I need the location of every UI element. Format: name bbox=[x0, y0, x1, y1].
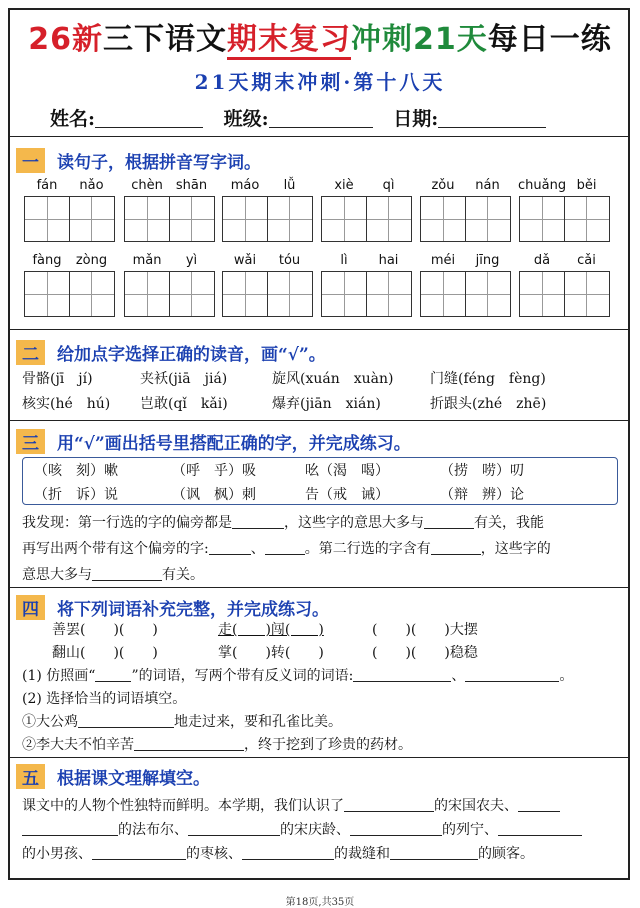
pinyin-label: wǎi bbox=[233, 253, 257, 268]
question-2: (2) 选择恰当的词语填空。 bbox=[22, 691, 187, 707]
writing-cell[interactable] bbox=[267, 271, 313, 317]
finding-line-2: 再写出两个带有这个偏旁的字: 、 。第二行选的字含有 ，这些字的 bbox=[22, 541, 551, 557]
section2-title: 二 给加点字选择正确的读音，画“√”。 bbox=[16, 340, 326, 365]
writing-cell[interactable] bbox=[222, 196, 268, 242]
blank[interactable] bbox=[92, 845, 186, 860]
choice-item[interactable]: （捞 唠）叨 bbox=[440, 463, 524, 479]
choice-item[interactable]: （讽 枫）刺 bbox=[172, 487, 256, 503]
writing-cell[interactable] bbox=[24, 196, 70, 242]
pron-item[interactable]: 折跟头(zhé zhē) bbox=[430, 396, 547, 412]
page-subtitle: 21天期末冲刺·第十八天 bbox=[194, 70, 446, 94]
question-1: (1) 仿照画“ ”的词语，写两个带有反义词的词语: 、 。 bbox=[22, 668, 574, 684]
class-label: 班级: bbox=[223, 108, 269, 130]
finding-line-3: 意思大多与 有关。 bbox=[22, 567, 204, 583]
divider bbox=[10, 587, 628, 588]
writing-grid bbox=[24, 196, 115, 242]
page-footer: 第18页,共35页 bbox=[285, 897, 355, 908]
pinyin-label: zòng bbox=[75, 253, 108, 268]
idiom-fill-underlined[interactable]: 走( )闯( ) bbox=[218, 622, 324, 638]
writing-cell[interactable] bbox=[169, 271, 215, 317]
blank[interactable] bbox=[78, 713, 174, 728]
blank[interactable] bbox=[188, 821, 280, 836]
pinyin-label: fán bbox=[36, 178, 58, 193]
pinyin-label: lǚ bbox=[283, 178, 296, 193]
writing-cell[interactable] bbox=[519, 271, 565, 317]
date-label: 日期: bbox=[393, 108, 439, 130]
pron-item[interactable]: 岂敢(qǐ kǎi) bbox=[140, 396, 228, 412]
finding-line-1: 我发现：第一行选的字的偏旁都是 ，这些字的意思大多与 有关，我能 bbox=[22, 515, 544, 531]
section4-title: 四 将下列词语补充完整，并完成练习。 bbox=[16, 595, 329, 620]
blank[interactable] bbox=[344, 797, 434, 812]
reading-line-3: 的小男孩、 的枣核、 的裁缝和 的顾客。 bbox=[22, 846, 534, 862]
section5-title: 五 根据课文理解填空。 bbox=[16, 764, 210, 789]
pinyin-label: qì bbox=[382, 178, 395, 193]
pinyin-label: lì bbox=[340, 253, 348, 268]
pron-item[interactable]: 爆弃(jiān xián) bbox=[272, 396, 381, 412]
pinyin-label: mǎn bbox=[132, 253, 162, 268]
pinyin-label: méi bbox=[430, 253, 456, 268]
writing-cell[interactable] bbox=[69, 196, 115, 242]
pinyin-label: nǎo bbox=[79, 178, 104, 193]
writing-cell[interactable] bbox=[366, 196, 412, 242]
writing-cell[interactable] bbox=[321, 196, 367, 242]
sentence-2: ②李大夫不怕辛苦 ，终于挖到了珍贵的药材。 bbox=[22, 737, 412, 753]
blank[interactable] bbox=[465, 667, 559, 682]
writing-cell[interactable] bbox=[169, 196, 215, 242]
pinyin-label: jīng bbox=[475, 253, 500, 268]
sentence-1: ①大公鸡 地走过来，要和孔雀比美。 bbox=[22, 714, 342, 730]
divider bbox=[10, 420, 628, 421]
writing-grid bbox=[321, 196, 412, 242]
writing-grid bbox=[222, 271, 313, 317]
writing-cell[interactable] bbox=[69, 271, 115, 317]
writing-grid bbox=[420, 271, 511, 317]
section1-title: 一 读句子，根据拼音写字词。 bbox=[16, 148, 261, 173]
pinyin-label: hai bbox=[378, 253, 399, 268]
pinyin-label: shān bbox=[175, 178, 208, 193]
writing-cell[interactable] bbox=[124, 271, 170, 317]
writing-cell[interactable] bbox=[564, 271, 610, 317]
pinyin-label: chèn bbox=[131, 178, 163, 193]
reading-line-2: 的法布尔、 的宋庆龄、 的列宁、 bbox=[22, 819, 582, 839]
writing-cell[interactable] bbox=[321, 271, 367, 317]
blank[interactable] bbox=[498, 821, 582, 836]
student-info-line bbox=[50, 104, 560, 131]
blank[interactable] bbox=[353, 667, 451, 682]
choice-item[interactable]: （呼 乎）吸 bbox=[172, 463, 256, 479]
blank[interactable] bbox=[134, 736, 244, 751]
blank[interactable] bbox=[232, 514, 284, 529]
pinyin-label: máo bbox=[230, 178, 260, 193]
blank[interactable] bbox=[390, 845, 478, 860]
section3-title: 三 用“√”画出括号里搭配正确的字，并完成练习。 bbox=[16, 429, 411, 454]
blank[interactable] bbox=[265, 540, 305, 555]
idiom-fill[interactable]: ( )( )大摆 bbox=[372, 622, 478, 638]
pinyin-label: zǒu bbox=[431, 178, 455, 193]
writing-grid bbox=[420, 196, 511, 242]
writing-cell[interactable] bbox=[124, 196, 170, 242]
blank[interactable] bbox=[242, 845, 334, 860]
idiom-fill[interactable]: 善罢( )( ) bbox=[52, 622, 158, 638]
blank[interactable] bbox=[92, 566, 162, 581]
writing-grid bbox=[321, 271, 412, 317]
pinyin-label: cǎi bbox=[577, 253, 596, 268]
blank[interactable] bbox=[518, 797, 560, 812]
divider bbox=[10, 136, 628, 137]
pinyin-label: fàng bbox=[32, 253, 62, 268]
choice-item[interactable]: 吆（渴 喝） bbox=[305, 463, 389, 479]
writing-cell[interactable] bbox=[465, 196, 511, 242]
writing-cell[interactable] bbox=[420, 271, 466, 317]
blank[interactable] bbox=[431, 540, 481, 555]
writing-grid bbox=[519, 271, 610, 317]
pron-item[interactable]: 门缝(féng fèng) bbox=[430, 371, 546, 387]
divider bbox=[10, 757, 628, 758]
blank[interactable] bbox=[22, 821, 118, 836]
pron-item[interactable]: 骨骼(jī jí) bbox=[22, 371, 93, 387]
idiom-fill[interactable]: 翻山( )( ) bbox=[52, 645, 158, 661]
pron-item[interactable]: 夹袄(jiā jiá) bbox=[140, 371, 228, 387]
blank[interactable] bbox=[209, 540, 251, 555]
pinyin-label: xiè bbox=[334, 178, 354, 193]
writing-cell[interactable] bbox=[564, 196, 610, 242]
idiom-fill[interactable]: ( )( )稳稳 bbox=[372, 645, 478, 661]
class-field[interactable] bbox=[269, 109, 373, 128]
date-field[interactable] bbox=[438, 109, 546, 128]
writing-cell[interactable] bbox=[267, 196, 313, 242]
name-label: 姓名: bbox=[50, 108, 96, 130]
name-field[interactable] bbox=[95, 109, 203, 128]
writing-grid bbox=[519, 196, 610, 242]
reading-line-1: 课文中的人物个性独特而鲜明。本学期，我们认识了 的宋国农夫、 bbox=[22, 795, 560, 815]
pron-item[interactable]: 旋风(xuán xuàn) bbox=[272, 371, 394, 387]
writing-cell[interactable] bbox=[222, 271, 268, 317]
pinyin-label: tóu bbox=[278, 253, 301, 268]
writing-cell[interactable] bbox=[366, 271, 412, 317]
pinyin-label: dǎ bbox=[533, 253, 551, 268]
divider bbox=[10, 329, 628, 330]
pinyin-label: nán bbox=[475, 178, 500, 193]
choice-item[interactable]: （折 诉）说 bbox=[34, 487, 118, 503]
choice-item[interactable]: 告（戒 诫） bbox=[305, 487, 389, 503]
idiom-fill[interactable]: 掌( )转( ) bbox=[218, 645, 324, 661]
choice-item[interactable]: （咳 刻）嗽 bbox=[34, 463, 118, 479]
writing-grid bbox=[24, 271, 115, 317]
writing-grid bbox=[124, 271, 215, 317]
pinyin-label: yì bbox=[185, 253, 198, 268]
writing-grid bbox=[124, 196, 215, 242]
choice-item[interactable]: （辩 辨）论 bbox=[440, 487, 524, 503]
page-title: 26新三下语文期末复习冲刺21天每日一练 bbox=[10, 14, 630, 58]
pron-item[interactable]: 核实(hé hú) bbox=[22, 396, 111, 412]
writing-grid bbox=[222, 196, 313, 242]
writing-cell[interactable] bbox=[465, 271, 511, 317]
pinyin-label: běi bbox=[576, 178, 597, 193]
pinyin-label: chuǎng bbox=[518, 178, 567, 193]
blank[interactable] bbox=[424, 514, 474, 529]
writing-cell[interactable] bbox=[519, 196, 565, 242]
writing-cell[interactable] bbox=[420, 196, 466, 242]
blank[interactable] bbox=[350, 821, 442, 836]
writing-cell[interactable] bbox=[24, 271, 70, 317]
